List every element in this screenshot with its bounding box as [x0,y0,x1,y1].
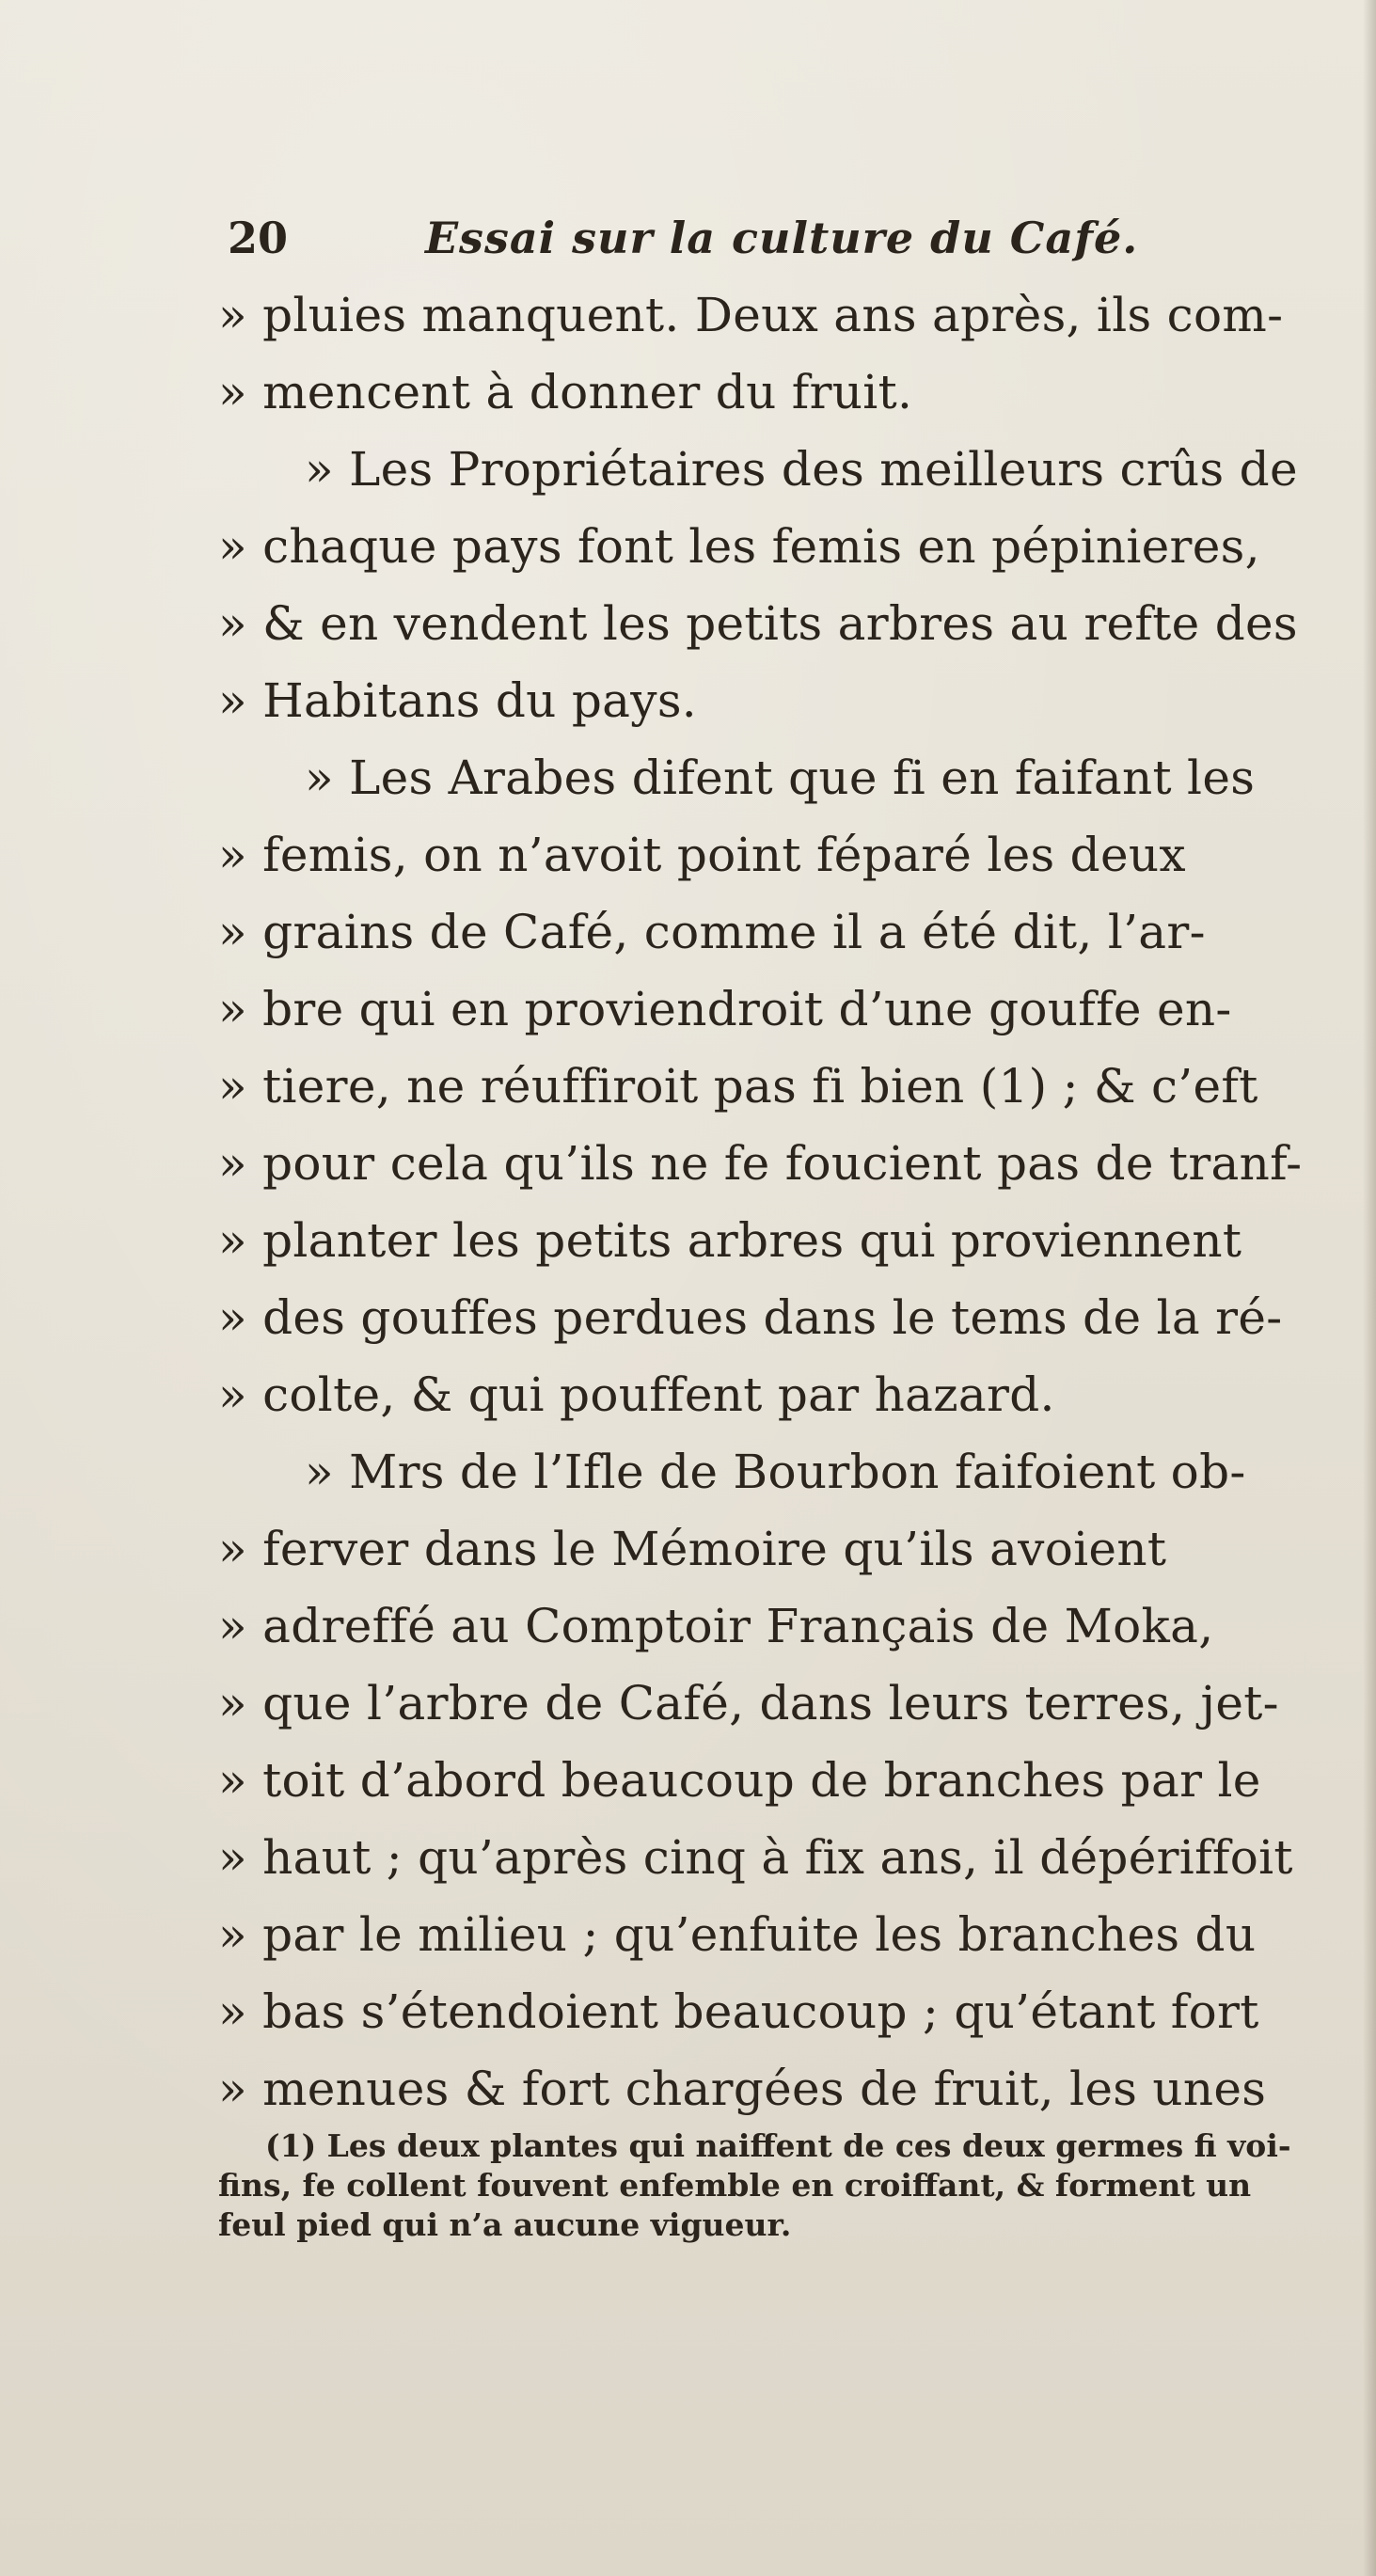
text-line: » des gouffes perdues dans le tems de la ré- [218,1290,1283,1345]
text-line: » tiere, ne réuffiroit pas fi bien (1) ; & c’eft [218,1059,1258,1114]
text-line: » Les Arabes difent que fi en faifant les [305,751,1256,805]
footnote-line: fins, fe collent fouvent enfemble en croiffant, & forment un [218,2167,1252,2204]
text-line: » ferver dans le Mémoire qu’ils avoient [218,1522,1167,1576]
text-line: » bre qui en proviendroit d’une gouffe en- [218,982,1232,1036]
text-line: » chaque pays font les femis en pépinieres, [218,519,1260,574]
text-line: » Habitans du pays. [218,673,697,728]
text-line: » par le milieu ; qu’enfuite les branches du [218,1907,1257,1962]
text-line: » pluies manquent. Deux ans après, ils com- [218,288,1284,342]
footnote-line: (1) Les deux plantes qui naiffent de ces deux germes fi voi- [265,2127,1291,2164]
footnote-line: feul pied qui n’a aucune vigueur. [218,2206,792,2243]
text-line: » femis, on n’avoit point féparé les deux [218,828,1186,882]
text-line: » pour cela qu’ils ne fe foucient pas de tranf- [218,1136,1303,1191]
text-line: » Mrs de l’Ifle de Bourbon faifoient ob- [305,1445,1246,1499]
running-head [228,205,1168,271]
text-line: » planter les petits arbres qui proviennent [218,1213,1242,1268]
running-title: Essai sur la culture du Café. [425,213,1139,263]
text-line: » Les Propriétaires des meilleurs crûs de [305,442,1298,497]
text-line: » & en vendent les petits arbres au refte des [218,596,1298,651]
text-line: » que l’arbre de Café, dans leurs terres, jet- [218,1676,1279,1731]
text-line: » bas s’étendoient beaucoup ; qu’étant fort [218,1984,1259,2039]
page-number: 20 [228,213,289,263]
page-edge-shadow [1363,0,1376,2576]
text-line: » adreffé au Comptoir Français de Moka, [218,1599,1214,1653]
text-line: » toit d’abord beaucoup de branches par le [218,1753,1261,1808]
text-line: » mencent à donner du fruit. [218,365,913,419]
text-line: » menues & fort chargées de fruit, les unes [218,2062,1267,2116]
text-line: » colte, & qui pouffent par hazard. [218,1367,1055,1422]
text-line: » grains de Café, comme il a été dit, l’ar- [218,905,1206,959]
text-line: » haut ; qu’après cinq à fix ans, il dépériffoit [218,1830,1293,1885]
